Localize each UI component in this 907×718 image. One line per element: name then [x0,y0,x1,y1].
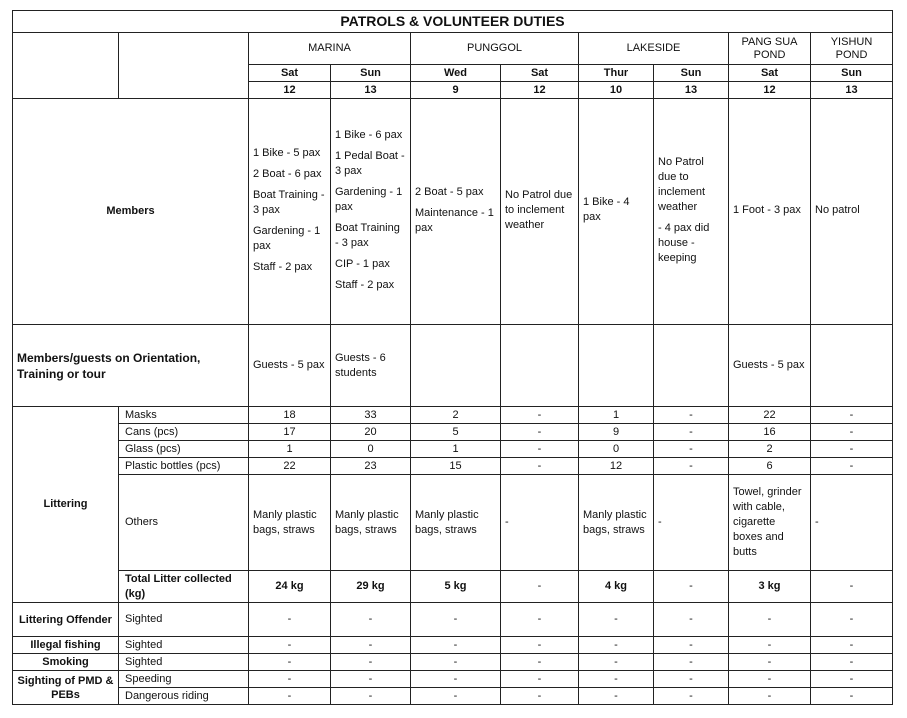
table-row [13,441,893,458]
member-entry: 2 Boat - 6 pax [253,167,322,180]
value-cell: - [811,407,893,424]
value-cell: - [729,654,811,671]
value-cell: - [811,603,893,637]
table-row [13,458,893,475]
orientation-label: Members/guests on Orientation, Training or tour [13,325,249,407]
value-cell: - [331,654,411,671]
value-cell: 0 [579,441,654,458]
value-cell: - [249,637,331,654]
smoking-label: Smoking [13,654,119,671]
value-cell: - [501,458,579,475]
value-cell: Manly plastic bags, straws [331,475,411,571]
location-punggol: PUNGGOL [411,33,579,65]
value-cell: 9 [579,424,654,441]
table-row [13,571,893,603]
value-cell: 23 [331,458,411,475]
row-label: Total Litter collected (kg) [119,571,249,603]
value-cell: - [654,407,729,424]
members-cell [654,99,729,325]
date-cell: 12 [501,82,579,99]
table-row [13,654,893,671]
table-row [13,424,893,441]
patrol-table [12,10,893,705]
value-cell: - [811,458,893,475]
value-cell: 22 [729,407,811,424]
row-label: Sighted [119,603,249,637]
value-cell: - [411,637,501,654]
row-label: Others [119,475,249,571]
value-cell: Manly plastic bags, straws [249,475,331,571]
value-cell: - [654,441,729,458]
member-entry: Boat Training - 3 pax [335,221,400,249]
value-cell: - [501,424,579,441]
orientation-cell: Guests - 5 pax [249,325,331,407]
value-cell: 12 [579,458,654,475]
members-row [13,99,893,325]
member-entry: 1 Foot - 3 pax [733,203,801,216]
value-cell: - [654,688,729,705]
row-label: Dangerous riding [119,688,249,705]
member-entry: Boat Training - 3 pax [253,188,325,216]
table-row [13,637,893,654]
date-cell: 12 [729,82,811,99]
value-cell: - [811,637,893,654]
total-cell: - [654,571,729,603]
row-label: Sighted [119,637,249,654]
member-entry: No Patrol due to inclement weather [658,155,706,213]
orientation-cell [654,325,729,407]
row-label: Glass (pcs) [119,441,249,458]
members-cell [579,99,654,325]
value-cell: - [811,424,893,441]
date-cell: 13 [654,82,729,99]
value-cell: 6 [729,458,811,475]
value-cell: - [411,671,501,688]
value-cell: Manly plastic bags, straws [411,475,501,571]
value-cell: 20 [331,424,411,441]
total-cell: 24 kg [249,571,331,603]
row-label: Sighted [119,654,249,671]
orientation-cell: Guests - 5 pax [729,325,811,407]
table-row [13,603,893,637]
value-cell: - [811,441,893,458]
row-label: Speeding [119,671,249,688]
value-cell: Towel, grinder with cable, cigarette boxes and butts [729,475,811,571]
value-cell: 5 [411,424,501,441]
total-cell: - [501,571,579,603]
day-cell: Wed [411,65,501,82]
duty-sheet [12,10,893,705]
location-lakeside: LAKESIDE [579,33,729,65]
offender-label: Littering Offender [13,603,119,637]
value-cell: 0 [331,441,411,458]
value-cell: - [654,637,729,654]
value-cell: - [331,671,411,688]
value-cell: - [411,603,501,637]
value-cell: - [811,475,893,571]
value-cell: - [411,654,501,671]
value-cell: - [654,603,729,637]
table-row [13,688,893,705]
value-cell: - [654,458,729,475]
total-cell: 5 kg [411,571,501,603]
day-cell: Sun [811,65,893,82]
value-cell: - [331,637,411,654]
value-cell: - [501,654,579,671]
member-entry: - 4 pax did house - keeping [658,221,710,264]
value-cell: - [501,671,579,688]
value-cell: - [249,671,331,688]
value-cell: 1 [411,441,501,458]
day-cell: Sun [654,65,729,82]
day-cell: Sun [331,65,411,82]
day-cell: Thur [579,65,654,82]
total-cell: 29 kg [331,571,411,603]
value-cell: - [729,603,811,637]
value-cell: - [811,688,893,705]
orientation-row [13,325,893,407]
member-entry: 1 Pedal Boat - 3 pax [335,149,405,177]
value-cell: - [249,603,331,637]
member-entry: Gardening - 1 pax [253,224,321,252]
pmd-label: Sighting of PMD & PEBs [13,671,119,705]
members-cell [811,99,893,325]
value-cell: - [579,654,654,671]
total-cell: - [811,571,893,603]
member-entry: Staff - 2 pax [335,278,395,291]
members-cell [729,99,811,325]
location-pang-sua-pond: PANG SUA POND [729,33,811,65]
value-cell: 18 [249,407,331,424]
member-entry: No Patrol due to inclement weather [505,188,573,231]
member-entry: No patrol [815,203,860,216]
value-cell: - [729,671,811,688]
value-cell: Manly plastic bags, straws [579,475,654,571]
value-cell: 2 [411,407,501,424]
row-label: Plastic bottles (pcs) [119,458,249,475]
value-cell: - [579,603,654,637]
date-cell: 13 [811,82,893,99]
value-cell: 2 [729,441,811,458]
member-entry: 2 Boat - 5 pax [415,185,484,198]
value-cell: - [331,603,411,637]
page-title: PATROLS & VOLUNTEER DUTIES [13,11,893,33]
members-cell [501,99,579,325]
member-entry: Staff - 2 pax [253,260,313,273]
date-cell: 10 [579,82,654,99]
member-entry: CIP - 1 pax [335,257,390,270]
value-cell: - [729,688,811,705]
day-cell: Sat [501,65,579,82]
total-cell: 3 kg [729,571,811,603]
value-cell: - [501,688,579,705]
date-cell: 13 [331,82,411,99]
value-cell: - [654,424,729,441]
value-cell: - [654,654,729,671]
value-cell: 17 [249,424,331,441]
table-row [13,407,893,424]
value-cell: - [579,688,654,705]
value-cell: - [411,688,501,705]
table-row [13,475,893,571]
member-entry: 1 Bike - 5 pax [253,146,321,159]
corner-cell-b [119,33,249,99]
value-cell: 16 [729,424,811,441]
value-cell: - [654,671,729,688]
corner-cell-a [13,33,119,99]
row-label: Cans (pcs) [119,424,249,441]
value-cell: - [501,475,579,571]
row-label: Masks [119,407,249,424]
orientation-cell [579,325,654,407]
value-cell: - [654,475,729,571]
day-cell: Sat [729,65,811,82]
location-yishun-pond: YISHUN POND [811,33,893,65]
value-cell: - [811,654,893,671]
value-cell: 22 [249,458,331,475]
value-cell: - [501,407,579,424]
members-cell [331,99,411,325]
value-cell: - [249,688,331,705]
orientation-cell: Guests - 6 students [331,325,411,407]
date-cell: 9 [411,82,501,99]
orientation-cell [811,325,893,407]
total-cell: 4 kg [579,571,654,603]
value-cell: - [331,688,411,705]
member-entry: 1 Bike - 4 pax [583,196,630,223]
value-cell: 1 [579,407,654,424]
value-cell: - [501,637,579,654]
value-cell: 1 [249,441,331,458]
members-cell [411,99,501,325]
member-entry: Maintenance - 1 pax [415,206,494,234]
orientation-cell [411,325,501,407]
members-cell [249,99,331,325]
value-cell: 15 [411,458,501,475]
value-cell: - [501,603,579,637]
value-cell: - [579,637,654,654]
value-cell: - [811,671,893,688]
orientation-cell [501,325,579,407]
location-marina: MARINA [249,33,411,65]
value-cell: - [579,671,654,688]
value-cell: - [249,654,331,671]
date-cell: 12 [249,82,331,99]
table-row [13,671,893,688]
member-entry: Gardening - 1 pax [335,185,403,213]
littering-label: Littering [13,407,119,603]
fishing-label: Illegal fishing [13,637,119,654]
value-cell: - [501,441,579,458]
day-cell: Sat [249,65,331,82]
value-cell: - [729,637,811,654]
members-label: Members [13,99,249,325]
value-cell: 33 [331,407,411,424]
member-entry: 1 Bike - 6 pax [335,128,403,141]
